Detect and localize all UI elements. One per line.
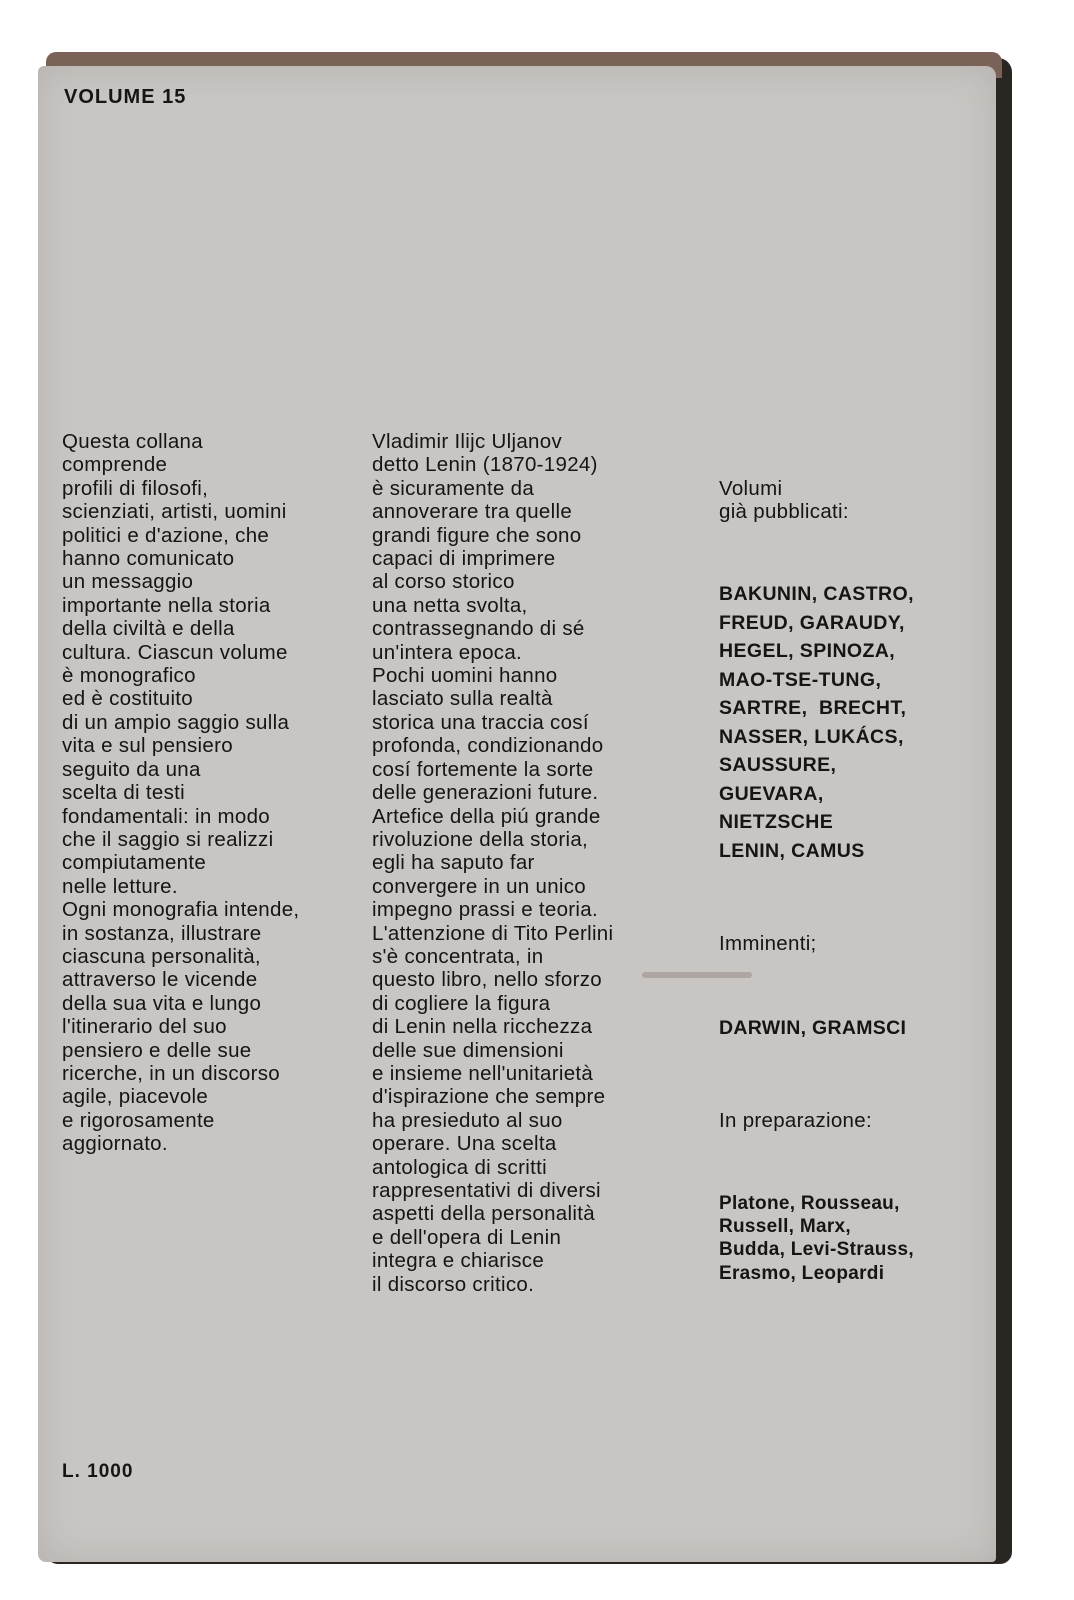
preparation-list: Platone, Rousseau, Russell, Marx, Budda, Levi-Strauss, Erasmo, Leopardi [719,1192,914,1284]
cover-stain [642,972,752,978]
preparation-heading: In preparazione: [719,1109,872,1133]
book-back-cover [38,66,996,1562]
book-description: Vladimir Ilijc Uljanov detto Lenin (1870-1924) è sicuramente da annoverare tra quelle grandi figure che sono capaci di imprimere al corso storico una netta svolta, contrassegnando di sé un'intera epoca. Pochi uomini hanno lasciato sulla realtà storica una traccia cosí profonda, condizionando cosí fortemente la sorte delle generazioni future. Artefice della piú grande rivoluzione della storia, egli ha saputo far convergere in un unico impegno prassi e teoria. L'attenzione di Tito Perlini s'è concentrata, in questo libro, nello sforzo di cogliere la figura di Lenin nella ricchezza delle sue dimensioni e insieme nell'unitarietà d'ispirazione che sempre ha presieduto al suo operare. Una scelta antologica di scritti rappresentativi di diversi aspetti della personalità e dell'opera di Lenin integra e chiarisce il discorso critico. [372,430,614,1296]
series-description: Questa collana comprende profili di filosofi, scienziati, artisti, uomini politici e d'azione, che hanno comunicato un messaggio importante nella storia della civiltà e della cultura. Ciascun volume è monografico ed è costituito di un ampio saggio sulla vita e sul pensiero seguito da una scelta di testi fondamentali: in modo che il saggio si realizzi compiutamente nelle letture. Ogni monografia intende, in sostanza, illustrare ciascuna personalità, attraverso le vicende della sua vita e lungo l'itinerario del suo pensiero e delle sue ricerche, in un discorso agile, piacevole e rigorosamente aggiornato. [62,430,300,1156]
upcoming-list: DARWIN, GRAMSCI [719,1017,907,1040]
series-list [719,430,979,1332]
volume-label: VOLUME 15 [64,86,187,108]
upcoming-heading: Imminenti; [719,932,817,956]
price-label: L. 1000 [62,1461,134,1482]
published-list: BAKUNIN, CASTRO, FREUD, GARAUDY, HEGEL, SPINOZA, MAO-TSE-TUNG, SARTRE, BRECHT, NASSER, LUKÁCS, SAUSSURE, GUEVARA, NIETZSCHE LENIN, CAMUS [719,583,914,862]
published-heading: Volumi già pubblicati: [719,476,849,524]
